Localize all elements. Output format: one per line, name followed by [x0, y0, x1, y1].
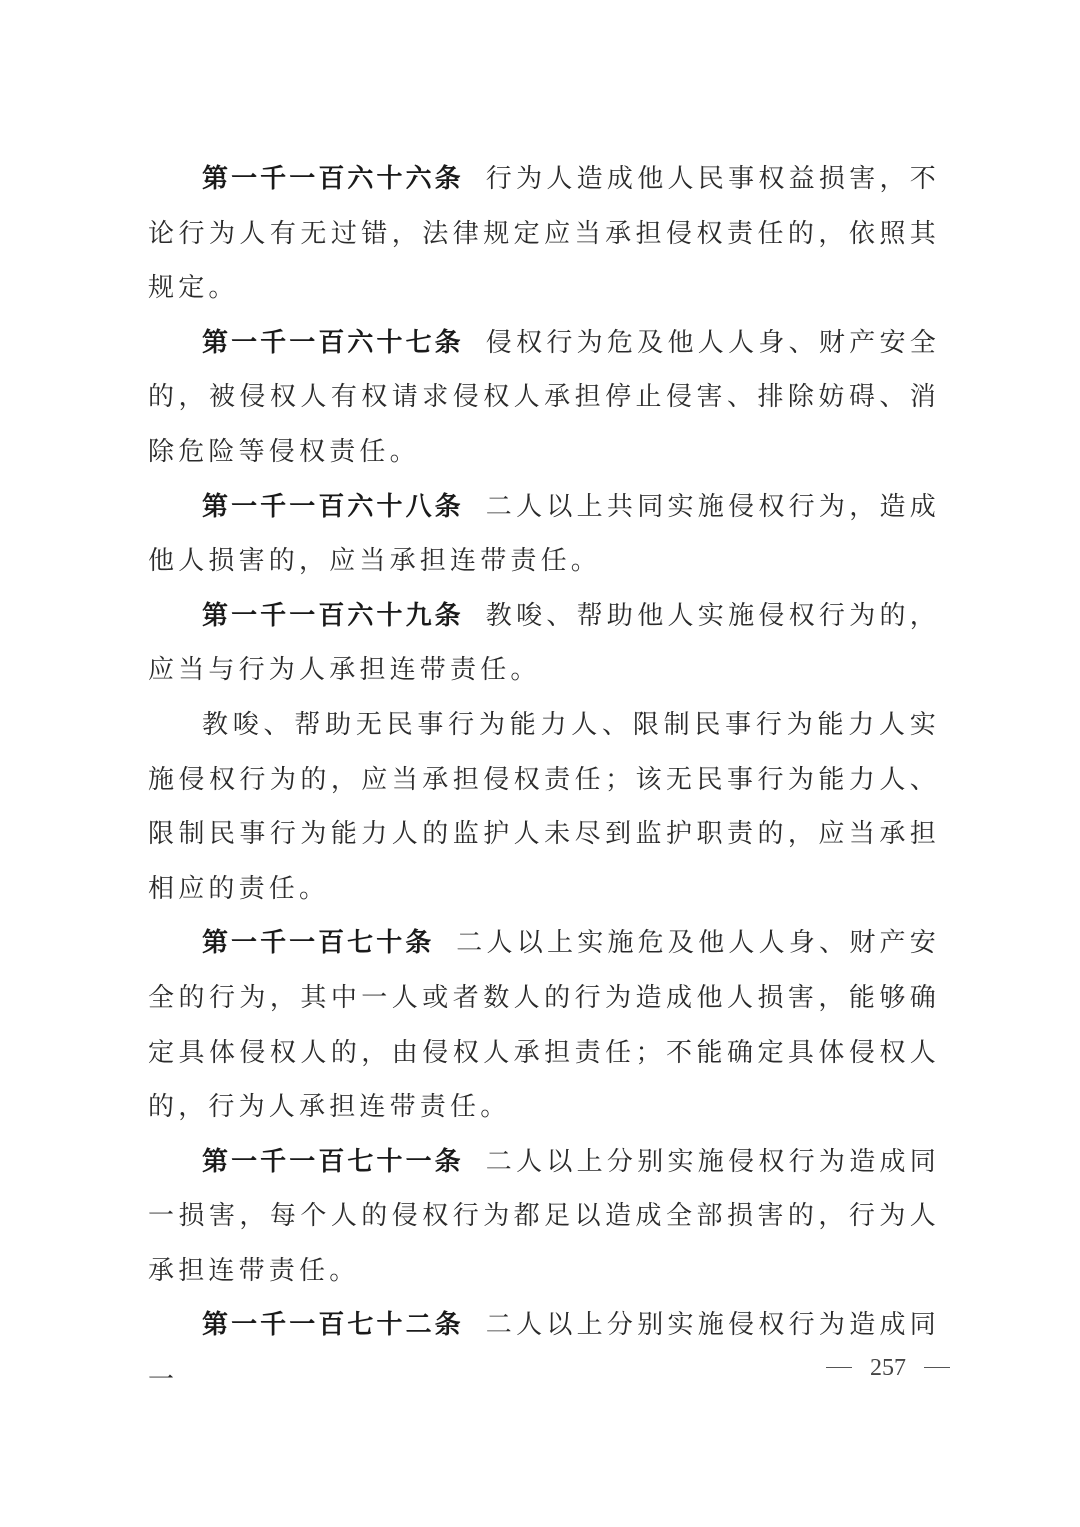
article-text: 二人以上共同实施侵权行为，造成他人损害的，应当承担连带责任。: [148, 491, 940, 577]
article-1166: [148, 152, 940, 316]
page-body: [148, 152, 940, 1408]
article-1169: [148, 589, 940, 698]
page-number-text: 257: [870, 1355, 906, 1381]
article-1169-paragraph-2: 教唆、帮助无民事行为能力人、限制民事行为能力人实施侵权行为的，应当承担侵权责任；该无民事行为能力人、限制民事行为能力人的监护人未尽到监护职责的，应当承担相应的责任。: [148, 709, 940, 904]
article-text: 二人以上实施危及他人人身、财产安全的行为，其中一人或者数人的行为造成他人损害，能够确定具体侵权人的，由侵权人承担责任；不能确定具体侵权人的，行为人承担连带责任。: [148, 928, 940, 1123]
article-text: 二人以上分别实施侵权行为造成同一损害，每个人的侵权行为都足以造成全部损害的，行为人承担连带责任。: [148, 1146, 940, 1286]
article-number: 第一千一百六十七条: [202, 327, 464, 358]
article-1167: [148, 316, 940, 480]
article-text: 二人以上分别实施侵权行为造成同一: [148, 1310, 940, 1396]
article-1170: [148, 916, 940, 1134]
article-number: 第一千一百七十一条: [202, 1146, 464, 1177]
article-1168: [148, 480, 940, 589]
article-number: 第一千一百七十二条: [202, 1310, 464, 1341]
article-text: 教唆、帮助他人实施侵权行为的，应当与行为人承担连带责任。: [148, 600, 940, 686]
article-number: 第一千一百六十八条: [202, 491, 464, 522]
page-number: [0, 1352, 1080, 1384]
page-number-dash-right: [924, 1367, 950, 1368]
article-number: 第一千一百六十九条: [202, 600, 464, 631]
article-number: 第一千一百六十六条: [202, 164, 464, 194]
article-number: 第一千一百七十条: [202, 928, 435, 959]
article-text: 侵权行为危及他人人身、财产安全的，被侵权人有权请求侵权人承担停止侵害、排除妨碍、消除危险等侵权责任。: [148, 327, 940, 467]
article-text: 行为人造成他人民事权益损害，不论行为人有无过错，法律规定应当承担侵权责任的，依照其规定。: [148, 164, 940, 304]
page-number-dash-left: [826, 1367, 852, 1368]
article-1171: [148, 1135, 940, 1299]
